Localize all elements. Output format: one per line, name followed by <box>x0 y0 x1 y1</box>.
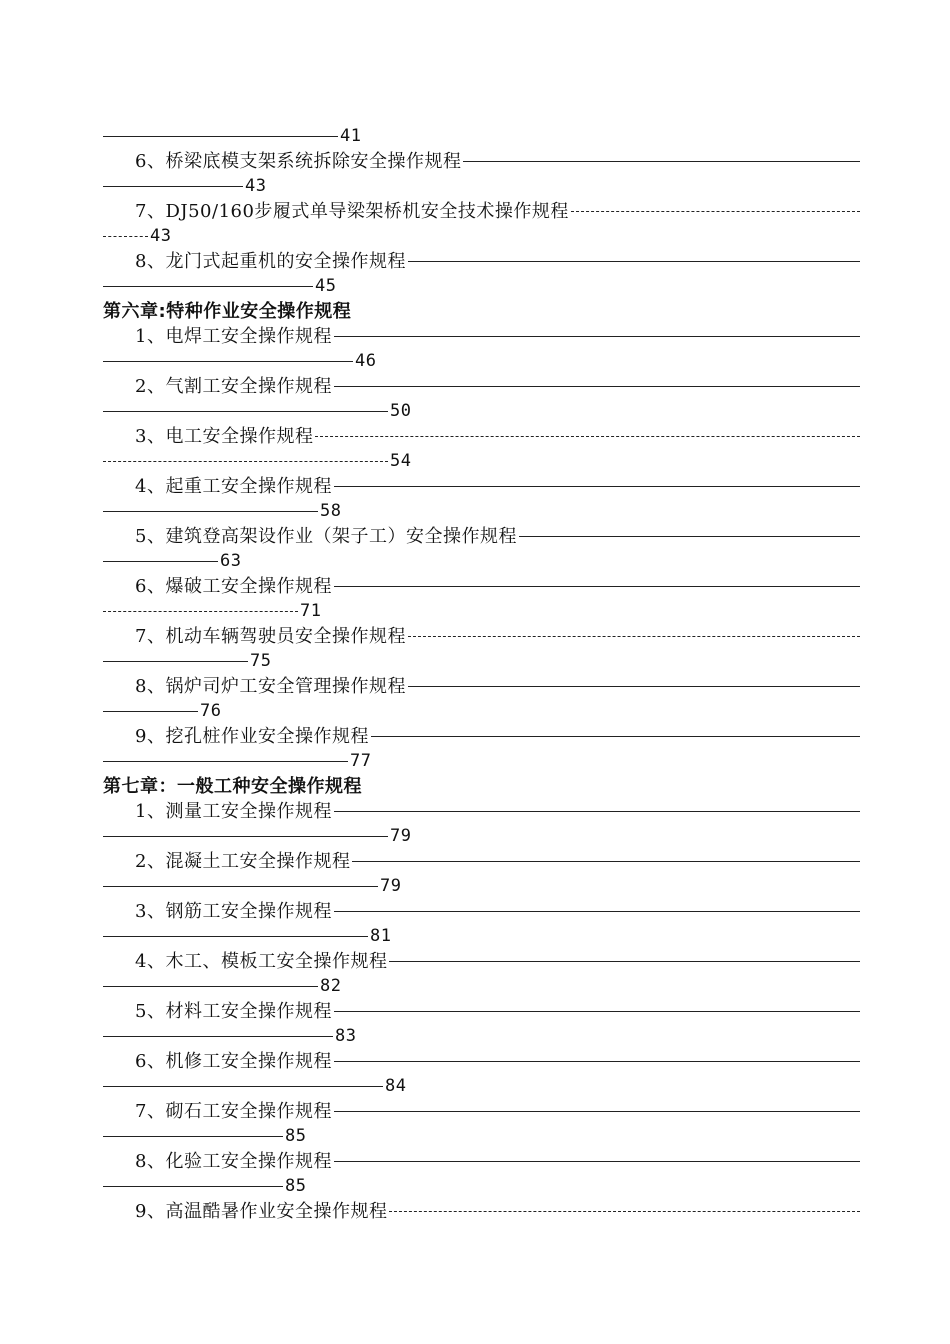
toc-entry-label: 6、爆破工安全操作规程 <box>135 576 332 597</box>
dot-leader <box>334 1061 860 1062</box>
toc-entry <box>103 149 860 174</box>
dot-leader <box>103 411 388 412</box>
page-number: 63 <box>220 551 242 571</box>
dot-leader <box>408 261 860 262</box>
dot-leader <box>103 136 338 137</box>
toc-entry-label: 1、电焊工安全操作规程 <box>135 326 332 347</box>
page-number: 81 <box>370 926 392 946</box>
toc-entry-continuation <box>103 549 860 574</box>
dot-leader <box>571 211 860 212</box>
dot-leader <box>103 1086 383 1087</box>
toc-entry-label: 4、起重工安全操作规程 <box>135 476 332 497</box>
toc-entry-continuation <box>103 399 860 424</box>
dot-leader <box>371 736 860 737</box>
toc-entry-label: 7、DJ50/160步履式单导梁架桥机安全技术操作规程 <box>135 201 569 222</box>
page-number: 45 <box>315 276 337 296</box>
toc-entry <box>103 674 860 699</box>
page-number: 77 <box>350 751 372 771</box>
toc-entry-continuation <box>103 274 860 299</box>
dot-leader <box>334 386 860 387</box>
toc-entry <box>103 1049 860 1074</box>
dot-leader <box>103 711 198 712</box>
dot-leader <box>103 886 378 887</box>
dot-leader <box>334 911 860 912</box>
page-number: 58 <box>320 501 342 521</box>
dot-leader <box>103 1186 283 1187</box>
toc-entry-continuation <box>103 649 860 674</box>
dot-leader <box>315 436 860 437</box>
dot-leader <box>103 236 148 237</box>
dot-leader <box>103 511 318 512</box>
dot-leader <box>103 611 298 612</box>
table-of-contents <box>103 124 860 1224</box>
toc-entry <box>103 574 860 599</box>
toc-entry-label: 8、锅炉司炉工安全管理操作规程 <box>135 676 406 697</box>
toc-entry <box>103 724 860 749</box>
dot-leader <box>103 761 348 762</box>
toc-entry <box>103 474 860 499</box>
toc-entry <box>103 799 860 824</box>
toc-entry-label: 3、电工安全操作规程 <box>135 426 314 447</box>
toc-entry <box>103 624 860 649</box>
toc-entry <box>103 324 860 349</box>
chapter-heading: 第七章：一般工种安全操作规程 <box>103 776 362 797</box>
dot-leader <box>334 1161 860 1162</box>
toc-entry <box>103 249 860 274</box>
page-number: 54 <box>390 451 412 471</box>
toc-entry-continuation <box>103 1124 860 1149</box>
toc-entry-continuation <box>103 1024 860 1049</box>
toc-entry-continuation <box>103 349 860 374</box>
dot-leader <box>103 461 388 462</box>
toc-entry <box>103 1199 860 1224</box>
toc-entry-label: 1、测量工安全操作规程 <box>135 801 332 822</box>
toc-entry-label: 6、桥梁底模支架系统拆除安全操作规程 <box>135 151 462 172</box>
page-number: 83 <box>335 1026 357 1046</box>
dot-leader <box>389 1211 860 1212</box>
toc-entry-continuation <box>103 1174 860 1199</box>
page-number: 75 <box>250 651 272 671</box>
page-number: 79 <box>380 876 402 896</box>
toc-entry-label: 9、挖孔桩作业安全操作规程 <box>135 726 369 747</box>
dot-leader <box>389 961 860 962</box>
toc-entry-continuation <box>103 1074 860 1099</box>
toc-entry-label: 2、混凝土工安全操作规程 <box>135 851 351 872</box>
dot-leader <box>103 361 353 362</box>
toc-entry-continuation <box>103 174 860 199</box>
dot-leader <box>103 561 218 562</box>
page-number: 71 <box>300 601 322 621</box>
toc-entry-label: 7、机动车辆驾驶员安全操作规程 <box>135 626 406 647</box>
dot-leader <box>334 486 860 487</box>
page-number: 84 <box>385 1076 407 1096</box>
page-number: 43 <box>245 176 267 196</box>
toc-entry-continuation <box>103 499 860 524</box>
toc-entry <box>103 374 860 399</box>
dot-leader <box>334 586 860 587</box>
toc-entry <box>103 199 860 224</box>
toc-entry-continuation <box>103 824 860 849</box>
dot-leader <box>103 661 248 662</box>
toc-entry-label: 8、龙门式起重机的安全操作规程 <box>135 251 406 272</box>
toc-entry-continuation <box>103 974 860 999</box>
dot-leader <box>334 811 860 812</box>
chapter-heading: 第六章:特种作业安全操作规程 <box>103 301 352 322</box>
toc-entry-label: 4、木工、模板工安全操作规程 <box>135 951 388 972</box>
toc-entry <box>103 424 860 449</box>
toc-entry <box>103 949 860 974</box>
toc-entry-continuation <box>103 224 860 249</box>
page-number: 85 <box>285 1176 307 1196</box>
toc-entry-label: 5、建筑登高架设作业（架子工）安全操作规程 <box>135 526 517 547</box>
page-number: 46 <box>355 351 377 371</box>
page-number: 79 <box>390 826 412 846</box>
toc-entry <box>103 999 860 1024</box>
toc-entry-label: 5、材料工安全操作规程 <box>135 1001 332 1022</box>
dot-leader <box>103 836 388 837</box>
dot-leader <box>334 1011 860 1012</box>
toc-entry <box>103 1149 860 1174</box>
toc-entry-label: 7、砌石工安全操作规程 <box>135 1101 332 1122</box>
toc-entry <box>103 899 860 924</box>
dot-leader <box>103 986 318 987</box>
page-number: 41 <box>340 126 362 146</box>
dot-leader <box>408 686 860 687</box>
dot-leader <box>103 936 368 937</box>
dot-leader <box>103 286 313 287</box>
dot-leader <box>408 636 860 637</box>
toc-entry-label: 8、化验工安全操作规程 <box>135 1151 332 1172</box>
dot-leader <box>519 536 860 537</box>
page-number: 76 <box>200 701 222 721</box>
dot-leader <box>103 1036 333 1037</box>
page-number: 43 <box>150 226 172 246</box>
toc-entry-continuation <box>103 124 860 149</box>
toc-entry-continuation <box>103 449 860 474</box>
toc-entry-label: 9、高温酷暑作业安全操作规程 <box>135 1201 388 1222</box>
toc-entry <box>103 849 860 874</box>
page-number: 85 <box>285 1126 307 1146</box>
toc-entry-label: 6、机修工安全操作规程 <box>135 1051 332 1072</box>
dot-leader <box>334 336 860 337</box>
toc-entry-continuation <box>103 874 860 899</box>
toc-entry-label: 3、钢筋工安全操作规程 <box>135 901 332 922</box>
dot-leader <box>103 1136 283 1137</box>
page-number: 82 <box>320 976 342 996</box>
toc-entry-label: 2、气割工安全操作规程 <box>135 376 332 397</box>
toc-entry-continuation <box>103 749 860 774</box>
dot-leader <box>334 1111 860 1112</box>
toc-entry <box>103 1099 860 1124</box>
dot-leader <box>463 161 860 162</box>
page-number: 50 <box>390 401 412 421</box>
toc-entry <box>103 524 860 549</box>
toc-entry-continuation <box>103 924 860 949</box>
toc-entry-continuation <box>103 599 860 624</box>
toc-entry-continuation <box>103 699 860 724</box>
dot-leader <box>352 861 860 862</box>
dot-leader <box>103 186 243 187</box>
